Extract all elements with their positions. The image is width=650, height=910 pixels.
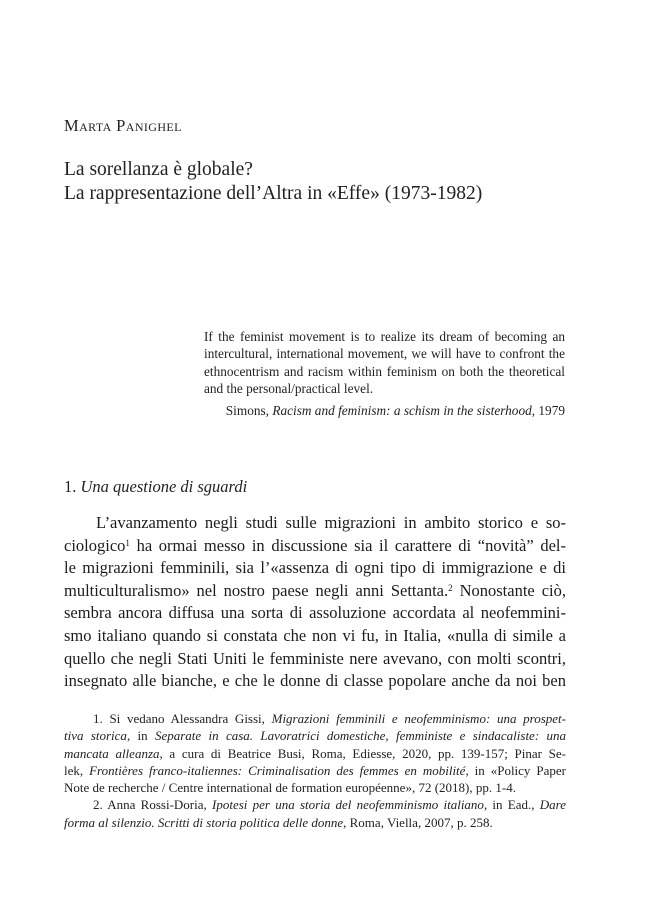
body-line: sembra ancora diffusa una sorta di assoluzione accordata al neofemmini- — [64, 603, 566, 623]
epigraph-year: , 1979 — [531, 403, 565, 419]
footnote-2-line — [64, 796, 566, 813]
body-text-fragment: multiculturalismo» nel nostro paese negli anni Settanta. — [64, 580, 449, 600]
footnote-text: 2. Anna Rossi-Doria, — [93, 797, 212, 813]
footnotes — [64, 710, 566, 831]
section-title: Una questione di sguardi — [80, 477, 248, 496]
body-line: le migrazioni femminili, sia l’«assenza di ogni tipo di immigrazione e di — [64, 558, 566, 578]
footnote-2-line — [64, 814, 566, 831]
footnote-text: , in — [126, 728, 155, 744]
footnote-1-line — [64, 745, 566, 762]
footnote-1-line — [64, 710, 566, 727]
footnote-text: , in «Policy Paper — [465, 762, 566, 778]
epigraph-author: Simons, — [225, 403, 273, 419]
footnote-text: , Roma, Viella, 2007, p. 258. — [343, 814, 493, 830]
footnote-text: , in Ead., — [483, 797, 540, 813]
footnote-1-line — [64, 727, 566, 744]
footnote-title: Frontières franco-italiennes: Criminalisation des femmes en mobilité — [89, 762, 466, 778]
epigraph-attribution — [204, 402, 565, 419]
epigraph-work: Racism and feminism: a schism in the sisterhood — [272, 403, 532, 419]
footnote-ref-1[interactable]: 1 — [125, 537, 130, 548]
body-line: L’avanzamento negli studi sulle migrazioni in ambito storico e so- — [96, 513, 566, 532]
epigraph — [204, 328, 565, 419]
author-name: Marta Panighel — [64, 116, 182, 135]
title-line-2: La rappresentazione dell’Altra in «Effe» (1973-1982) — [64, 183, 483, 204]
footnote-ref-2[interactable]: 2 — [448, 582, 453, 593]
body-line — [64, 535, 566, 558]
footnote-title: Dare — [539, 797, 566, 813]
title-line-1: La sorellanza è globale? — [64, 159, 253, 180]
body-text-fragment: ciologico — [64, 535, 126, 555]
body-text-fragment: Nonostante ciò, — [452, 580, 567, 600]
body-line — [64, 580, 566, 603]
footnote-title: mancata alleanza — [64, 745, 160, 761]
footnote-title: Migrazioni femminili e neofemminismo: una prospet- — [271, 711, 566, 726]
article-title — [64, 158, 482, 206]
footnote-1-line: Note de recherche / Centre international de formation européenne», 72 (2018), pp. 1-4. — [64, 780, 516, 796]
footnote-title: Separate in casa. Lavoratrici domestiche, femministe e sindacaliste: una — [154, 728, 566, 744]
footnote-1-line — [64, 762, 566, 779]
epigraph-quote: If the feminist movement is to realize its dream of becoming an intercultural, international movement, we will have to confront the ethnocentrism and racism within feminism on both the theoretical and the personal/practical level. — [204, 329, 565, 396]
body-paragraph — [64, 512, 566, 693]
body-line: insegnato alle bianche, e che le donne di classe popolare anche da noi ben — [64, 671, 566, 691]
footnote-title: tiva storica — [64, 728, 127, 744]
footnote-title: Ipotesi per una storia del neofemminismo italiano — [212, 797, 484, 813]
footnote-text: lek, — [64, 762, 90, 778]
section-number: 1. — [64, 477, 81, 496]
section-heading — [64, 477, 247, 497]
footnote-title: forma al silenzio. Scritti di storia politica delle donne — [64, 814, 344, 830]
body-line: smo italiano quando si constata che non vi fu, in Italia, «nulla di simile a — [64, 625, 566, 645]
footnote-text: 1. Si vedano Alessandra Gissi, — [93, 711, 272, 726]
body-text-fragment: ha ormai messo in discussione sia il carattere di “novità” del- — [129, 535, 566, 555]
footnote-text: , a cura di Beatrice Busi, Roma, Ediesse, 2020, pp. 139-157; Pinar Se- — [159, 745, 566, 761]
body-line: quello che negli Stati Uniti le femministe nere avevano, con molti scontri, — [64, 648, 566, 668]
